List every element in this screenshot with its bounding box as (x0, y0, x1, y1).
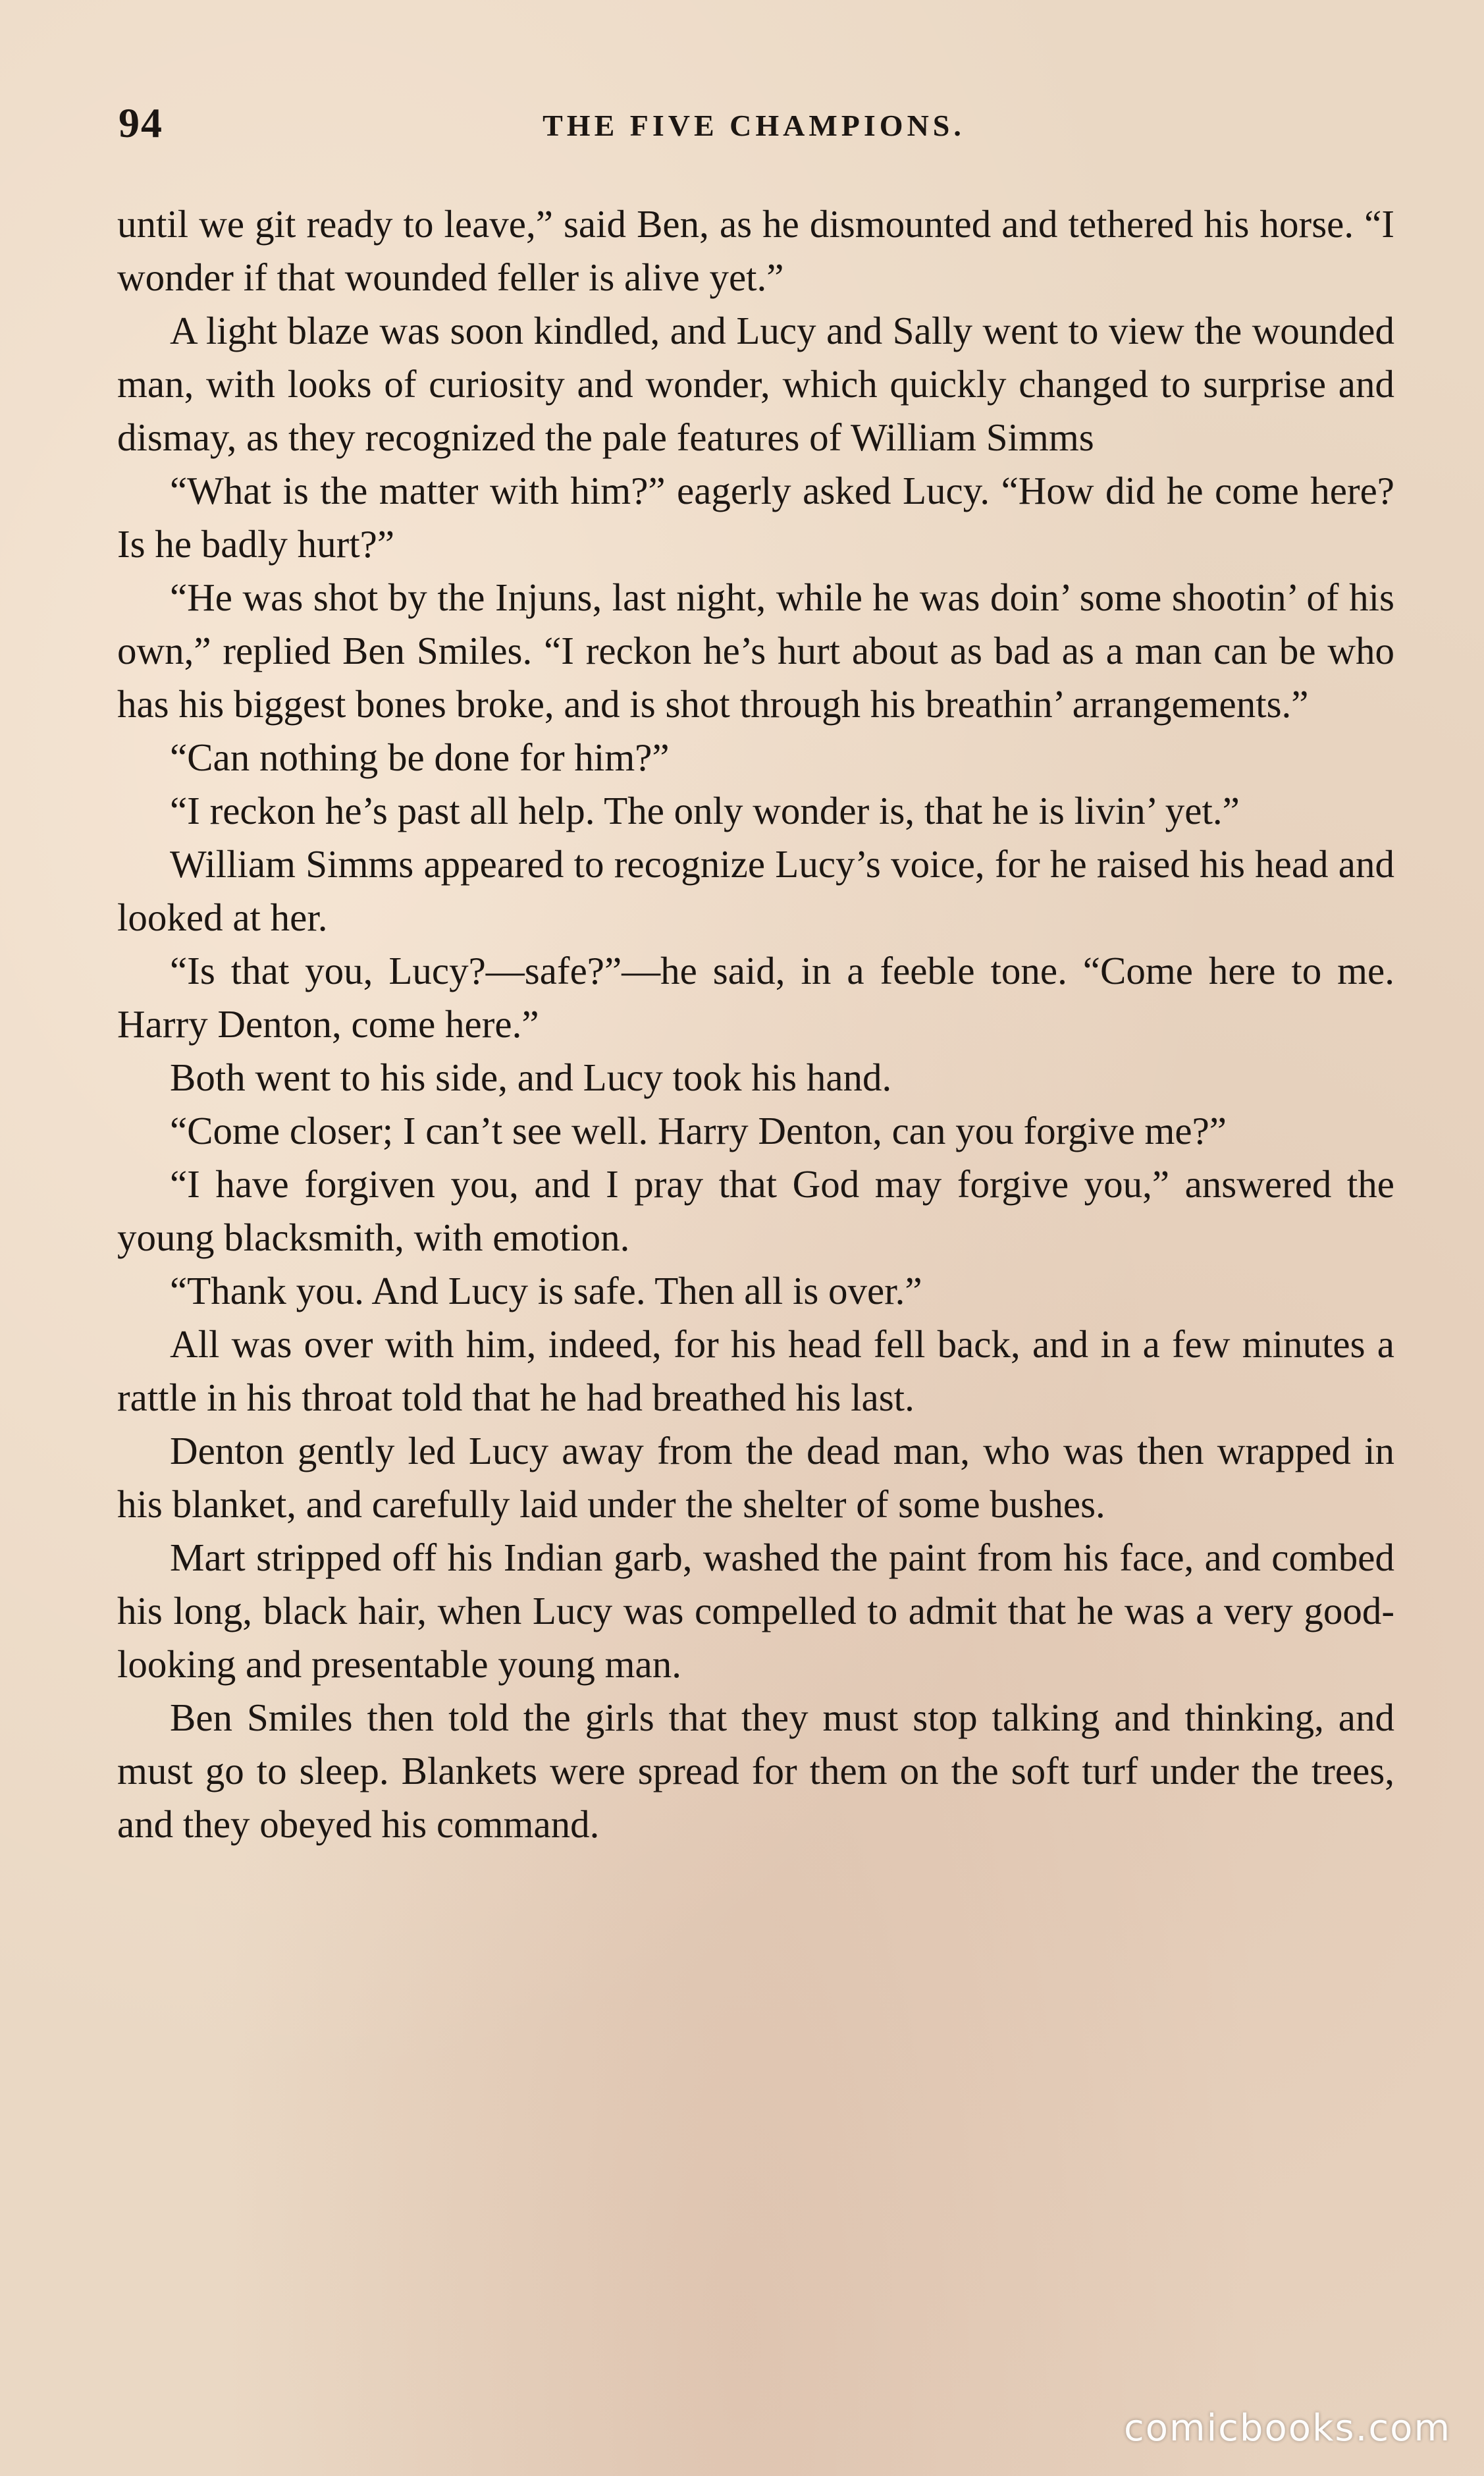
page-number: 94 (119, 99, 163, 146)
paragraph: Mart stripped off his Indian garb, washed the paint from his face, and combed his long, black hair, when Lucy was compelled to admit that he was a very good-looking and presentable young man. (117, 1536, 1394, 1686)
body-text (117, 198, 1394, 1851)
paragraph: All was over with him, indeed, for his head fell back, and in a few minutes a rattle in his throat told that he had breathed his last. (117, 1322, 1394, 1419)
paragraph: “Come closer; I can’t see well. Harry Denton, can you forgive me?” (170, 1109, 1227, 1152)
paragraph: until we git ready to leave,” said Ben, as he dismounted and tethered his horse. “I wonder if that wounded feller is alive yet.” (117, 202, 1394, 299)
paragraph: “Thank you. And Lucy is safe. Then all is over.” (170, 1269, 922, 1312)
paragraph: “He was shot by the Injuns, last night, while he was doin’ some shootin’ of his own,” replied Ben Smiles. “I reckon he’s hurt about as bad as a man can be who has his biggest bones broke, and is shot through his breathin’ arrangements.” (117, 576, 1394, 726)
paragraph: “Can nothing be done for him?” (170, 736, 670, 779)
paragraph: Denton gently led Lucy away from the dead man, who was then wrapped in his blanket, and carefully laid under the shelter of some bushes. (117, 1429, 1394, 1526)
site-watermark: comicbooks.com (1123, 2407, 1451, 2450)
paragraph: Ben Smiles then told the girls that they must stop talking and thinking, and must go to sleep. Blankets were spread for them on the soft turf under the trees, and they obeyed his command. (117, 1696, 1394, 1846)
paragraph: “Is that you, Lucy?—safe?”—he said, in a feeble tone. “Come here to me. Harry Denton, come here.” (117, 949, 1394, 1046)
page-header (119, 99, 1389, 165)
paragraph: “I have forgiven you, and I pray that God may forgive you,” answered the young blacksmith, with emotion. (117, 1162, 1394, 1259)
paragraph: William Simms appeared to recognize Lucy’s voice, for he raised his head and looked at her. (117, 842, 1394, 939)
paragraph: A light blaze was soon kindled, and Lucy and Sally went to view the wounded man, with looks of curiosity and wonder, which quickly changed to surprise and dismay, as they recognized the pale features of William Simms (117, 309, 1394, 459)
running-title: THE FIVE CHAMPIONS. (543, 109, 965, 142)
paragraph: “What is the matter with him?” eagerly asked Lucy. “How did he come here? Is he badly hurt?” (117, 469, 1394, 566)
paragraph: “I reckon he’s past all help. The only wonder is, that he is livin’ yet.” (170, 789, 1240, 832)
paragraph: Both went to his side, and Lucy took his hand. (170, 1056, 892, 1099)
